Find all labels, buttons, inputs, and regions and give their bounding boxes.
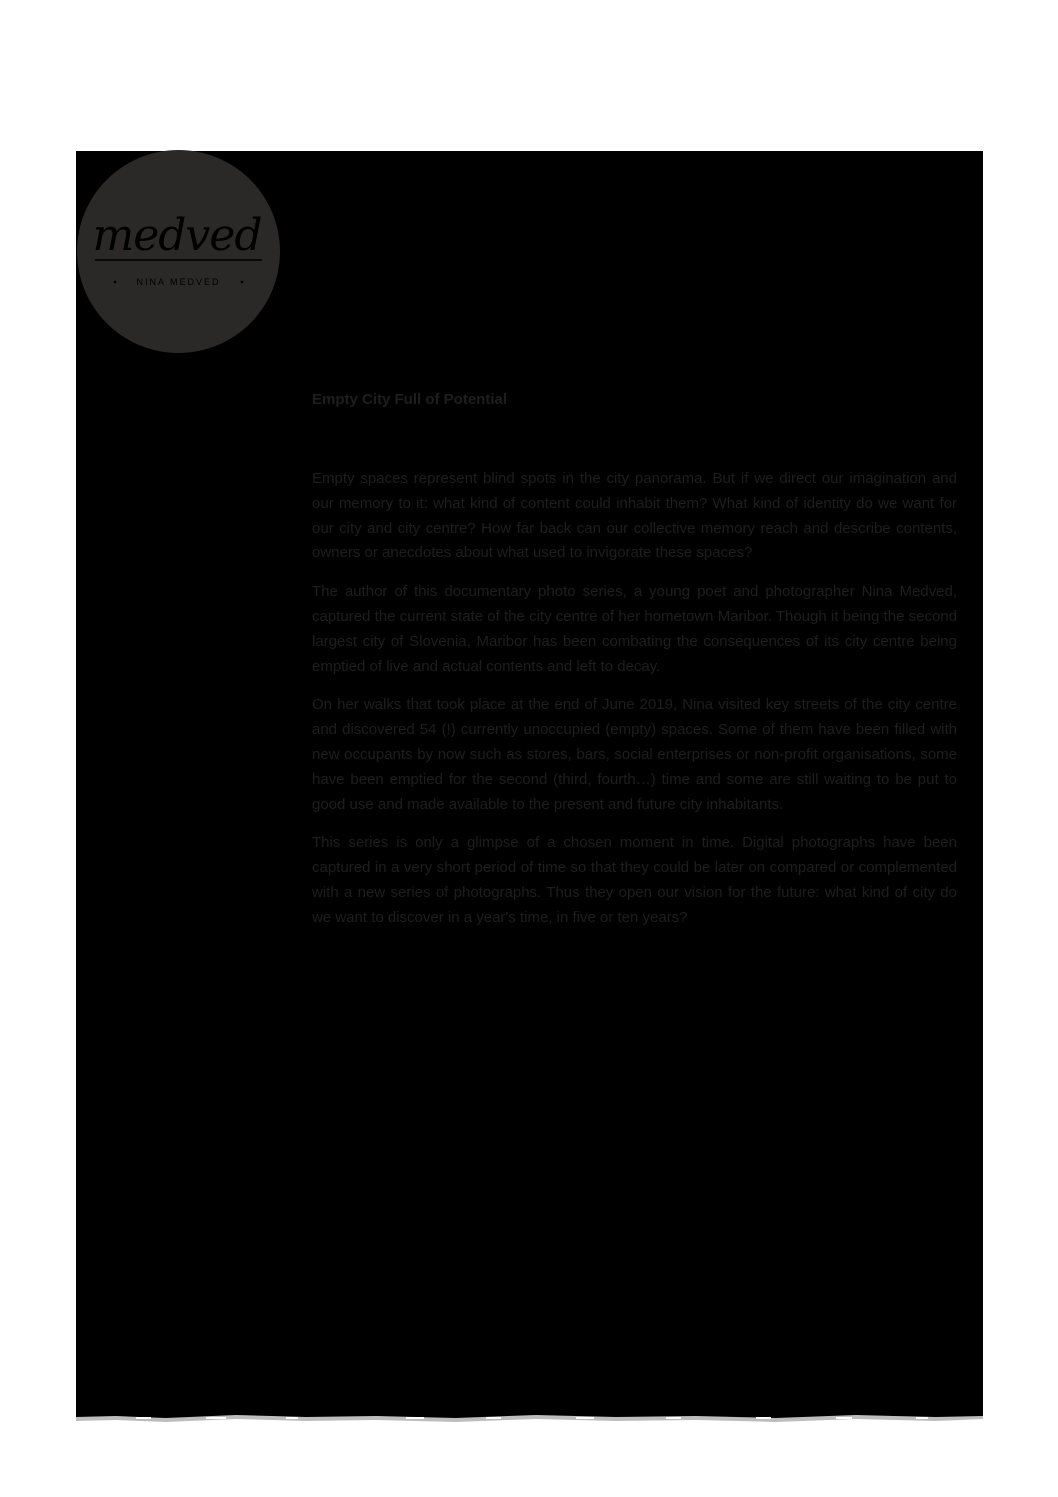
article-title: Empty City Full of Potential <box>312 391 508 408</box>
torn-edge-decoration <box>76 1413 983 1423</box>
article-body <box>312 467 957 931</box>
article-paragraph: On her walks that took place at the end of June 2019, Nina visited key streets of the city centre and discovered 54 (!) currently unoccupied (empty) spaces. Some of them have been filled with new occupants by now such as stores, bars, social enterprises or non-profit organisations, some have been emptied for the second (third, fourth…) time and some are still waiting to be put to good use and made available to the present and future city inhabitants. <box>312 696 957 813</box>
article-paragraph: This series is only a glimpse of a chosen moment in time. Digital photographs have been captured in a very short period of time so that they could be later on compared or complemented with a new series of photographs. Thus they open our vision for the future: what kind of city do we want to discover in a year's time, in five or ten years? <box>312 834 957 926</box>
medved-logo <box>77 150 280 353</box>
logo-subtitle: NINA MEDVED <box>136 277 221 287</box>
article <box>312 390 957 945</box>
article-paragraph: Empty spaces represent blind spots in the city panorama. But if we direct our imagination and our memory to it: what kind of content could inhabit them? What kind of identity do we want for our city and city centre? How far back can our collective memory reach and describe contents, owners or anecdotes about what used to invigorate these spaces? <box>312 470 957 562</box>
logo-script-word: medved <box>92 210 262 261</box>
article-paragraph: The author of this documentary photo series, a young poet and photographer Nina Medved, captured the current state of the city centre of her hometown Maribor. Though it being the second largest city of Slovenia, Maribor has been combating the consequences of its city centre being emptied of live and actual contents and left to decay. <box>312 583 957 675</box>
